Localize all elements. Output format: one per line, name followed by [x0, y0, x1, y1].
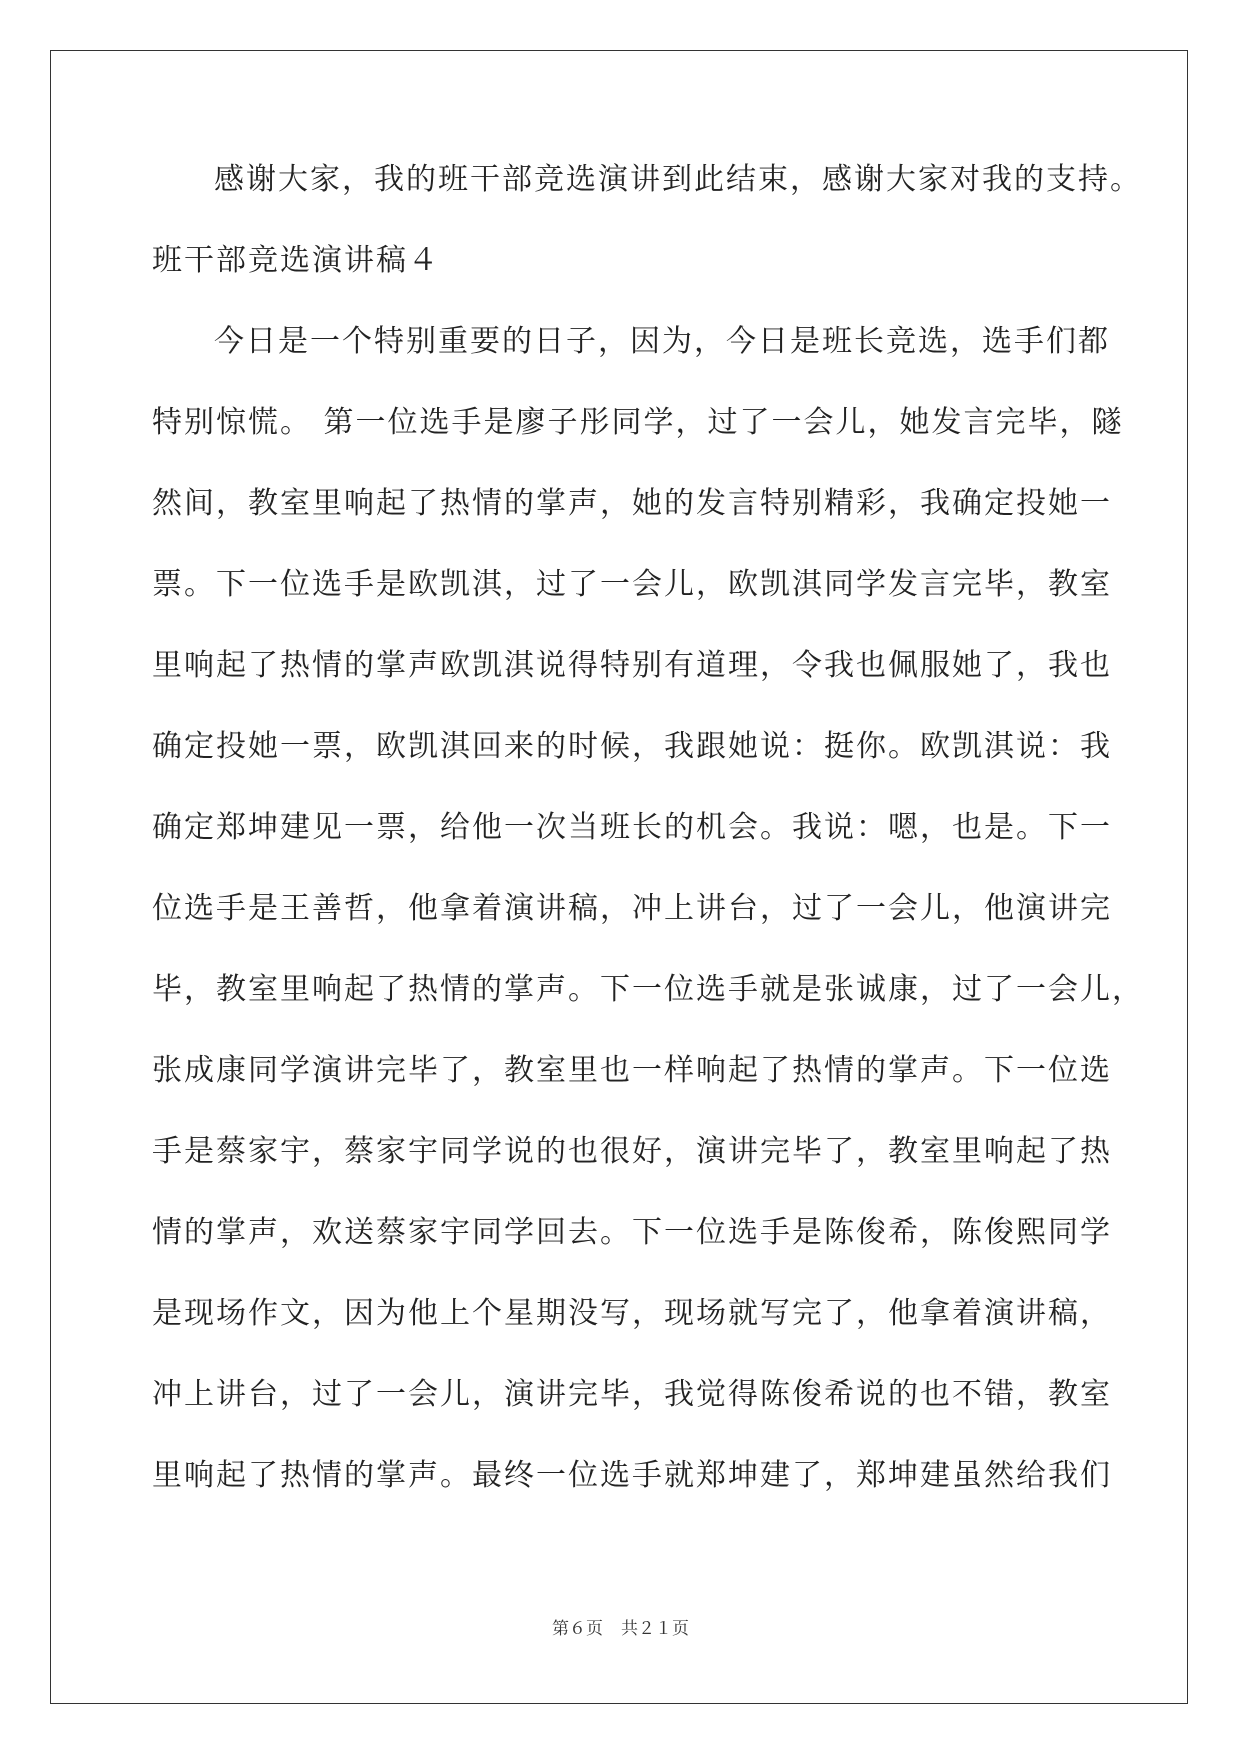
document-body [152, 162, 1144, 1539]
paragraph-closing-line: 感谢大家，我的班干部竞选演讲到此结束，感谢大家对我的支持。 [214, 162, 1142, 197]
page-footer [0, 1614, 1241, 1639]
paragraph-line: 今日是一个特别重要的日子，因为，今日是班长竞选，选手们都 [214, 324, 1110, 359]
paragraph-line: 特别惊慌。 第一位选手是廖子彤同学，过了一会儿，她发言完毕，隧 [152, 405, 1124, 440]
paragraph-line: 里响起了热情的掌声。最终一位选手就郑坤建了，郑坤建虽然给我们 [152, 1458, 1112, 1493]
paragraph-line: 冲上讲台，过了一会儿，演讲完毕，我觉得陈俊希说的也不错，教室 [152, 1377, 1112, 1412]
paragraph-line: 然间，教室里响起了热情的掌声，她的发言特别精彩，我确定投她一 [152, 486, 1112, 521]
paragraph-line: 里响起了热情的掌声欧凯淇说得特别有道理，令我也佩服她了，我也 [152, 648, 1112, 683]
paragraph-line: 是现场作文，因为他上个星期没写，现场就写完了，他拿着演讲稿， [152, 1296, 1112, 1331]
page-number: 第６页 [552, 1619, 603, 1639]
section-heading: 班干部竞选演讲稿４ [152, 243, 440, 278]
paragraph-line: 确定投她一票，欧凯淇回来的时候，我跟她说：挺你。欧凯淇说：我 [152, 729, 1112, 764]
paragraph-line: 手是蔡家宇，蔡家宇同学说的也很好，演讲完毕了，教室里响起了热 [152, 1134, 1112, 1169]
paragraph-line: 毕，教室里响起了热情的掌声。下一位选手就是张诚康，过了一会儿， [152, 972, 1144, 1007]
paragraph-line: 确定郑坤建见一票，给他一次当班长的机会。我说：嗯，也是。下一 [152, 810, 1112, 845]
paragraph-line: 张成康同学演讲完毕了，教室里也一样响起了热情的掌声。下一位选 [152, 1053, 1112, 1088]
paragraph-line: 位选手是王善哲，他拿着演讲稿，冲上讲台，过了一会儿，他演讲完 [152, 891, 1112, 926]
paragraph-line: 情的掌声，欢送蔡家宇同学回去。下一位选手是陈俊希，陈俊熙同学 [152, 1215, 1112, 1250]
paragraph-line: 票。下一位选手是欧凯淇，过了一会儿，欧凯淇同学发言完毕，教室 [152, 567, 1112, 602]
page-total: 共２１页 [621, 1619, 689, 1639]
